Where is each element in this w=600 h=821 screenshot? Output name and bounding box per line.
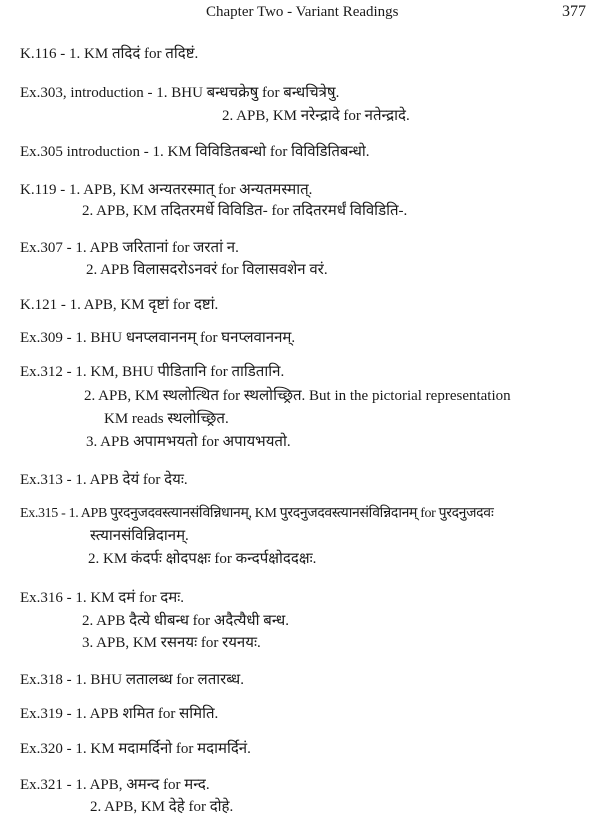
reading-ex315-1-cont: स्त्यानसंविन्निदानम्. <box>90 528 189 544</box>
running-title: Chapter Two - Variant Readings <box>206 4 399 20</box>
page-number: 377 <box>562 3 586 20</box>
reading-ex312-2-cont: KM reads स्थलोच्छ्रित. <box>104 411 229 427</box>
reading-ex312-3: 3. APB अपामभयतो for अपायभयतो. <box>86 434 291 450</box>
reading-ex309: Ex.309 - 1. BHU धनप्लवाननम् for घनप्लवाननम्. <box>20 330 296 346</box>
reading-ex316-3: 3. APB, KM रसनयः for रयनयः. <box>82 635 261 651</box>
reading-ex316-2: 2. APB दैत्ये धीबन्ध for अदैत्यैधी बन्ध. <box>82 613 289 629</box>
reading-ex303-2: 2. APB, KM नरेन्द्रादे for नतेन्द्रादे. <box>222 108 410 124</box>
reading-ex307-1: Ex.307 - 1. APB जरितानां for जरतां न. <box>20 240 239 256</box>
reading-k116: K.116 - 1. KM तदिदं for तदिष्टं. <box>20 46 199 62</box>
reading-ex305: Ex.305 introduction - 1. KM विविडितबन्धो for विविडितिबन्धो. <box>20 144 370 160</box>
reading-ex303-1: Ex.303, introduction - 1. BHU बन्धचक्रेषु for बन्धचित्रेषु. <box>20 85 340 101</box>
reading-ex312-2: 2. APB, KM स्थलोत्थित for स्थलोच्छ्रित. But in the pictorial representation <box>84 388 511 404</box>
reading-ex313: Ex.313 - 1. APB देयं for देयः. <box>20 472 188 488</box>
reading-ex321-1: Ex.321 - 1. APB, अमन्द for मन्द. <box>20 777 210 793</box>
reading-ex312-1: Ex.312 - 1. KM, BHU पीडितानि for ताडितानि. <box>20 364 285 380</box>
reading-ex321-2: 2. APB, KM देहे for दोहे. <box>90 799 234 815</box>
reading-ex307-2: 2. APB विलासदरोऽनवरं for विलासवशेन वरं. <box>86 262 328 278</box>
reading-ex315-1: Ex.315 - 1. APB पुरदनुजदवस्त्यानसंविन्निधानम्, KM पुरदनुजदवस्त्यानसंविन्निदानम् for पुरदनुजदवः <box>20 506 494 521</box>
page-header <box>0 0 600 30</box>
reading-ex318: Ex.318 - 1. BHU लतालब्ध for लतारब्ध. <box>20 672 244 688</box>
reading-k119-2: 2. APB, KM तदितरमर्धे विविडित- for तदितरमर्धं विविडिति-. <box>82 203 408 219</box>
reading-k121: K.121 - 1. APB, KM दृष्टां for दष्टां. <box>20 297 219 313</box>
reading-ex320: Ex.320 - 1. KM मदामर्दिनो for मदामर्दिनं. <box>20 741 251 757</box>
reading-ex315-2: 2. KM कंदर्पः क्षोदपक्षः for कन्दर्पक्षोददक्षः. <box>88 551 317 567</box>
reading-k119-1: K.119 - 1. APB, KM अन्यतरस्मात् for अन्यतमस्मात्. <box>20 182 313 198</box>
reading-ex316-1: Ex.316 - 1. KM दमं for दमः. <box>20 590 184 606</box>
reading-ex319: Ex.319 - 1. APB शमित for समिति. <box>20 706 219 722</box>
